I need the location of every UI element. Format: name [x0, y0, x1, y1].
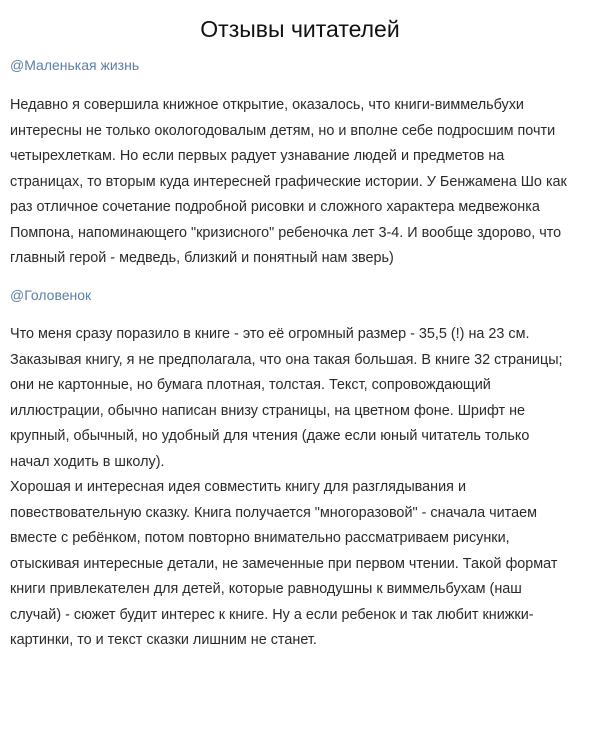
- page-title: Отзывы читателей: [200, 16, 400, 42]
- review-item: [10, 285, 590, 654]
- review-text: Недавно я совершила книжное открытие, оказалось, что книги-виммельбухи интересны не только окологодовалым детям, но и вполне себе подросшим почти четырехлеткам. Но если первых радует узнавание людей и предметов на страницах, то вторым куда интересней графические истории. У Бенжамена Шо как раз отличное сочетание подробной рисовки и сложного характера медвежонка Помпона, напоминающего "кризисного" ребеночка лет 3-4. И вообще здорово, что главный герой - медведь, близкий и понятный нам зверь): [10, 97, 567, 266]
- review-author-link[interactable]: @Головенок: [10, 287, 92, 303]
- review-author-link[interactable]: @Маленькая жизнь: [10, 57, 140, 73]
- review-item: [10, 55, 590, 272]
- review-text: Что меня сразу поразило в книге - это её огромный размер - 35,5 (!) на 23 см. Заказывая книгу, я не предполагала, что она такая большая. В книге 32 страницы; они не картонные, но бумага плотная, толстая. Текст, сопровождающий иллюстрации, обычно написан внизу страницы, на цветном фоне. Шрифт не крупный, обычный, но удобный для чтения (даже если юный читатель только начал ходить в школу). Хорошая и интересная идея совместить книгу для разглядывания и повествовательную сказку. Книга получается "многоразовой" - сначала читаем вместе с ребёнком, потом повторно внимательно рассматриваем рисунки, отыскивая интересные детали, не замеченные при первом чтении. Такой формат книги привлекателен для детей, которые равнодушны к виммельбухам (наш случай) - сюжет будит интерес к книге. Ну а если ребенок и так любит книжки- картинки, то и текст сказки лишним не станет.: [10, 326, 563, 648]
